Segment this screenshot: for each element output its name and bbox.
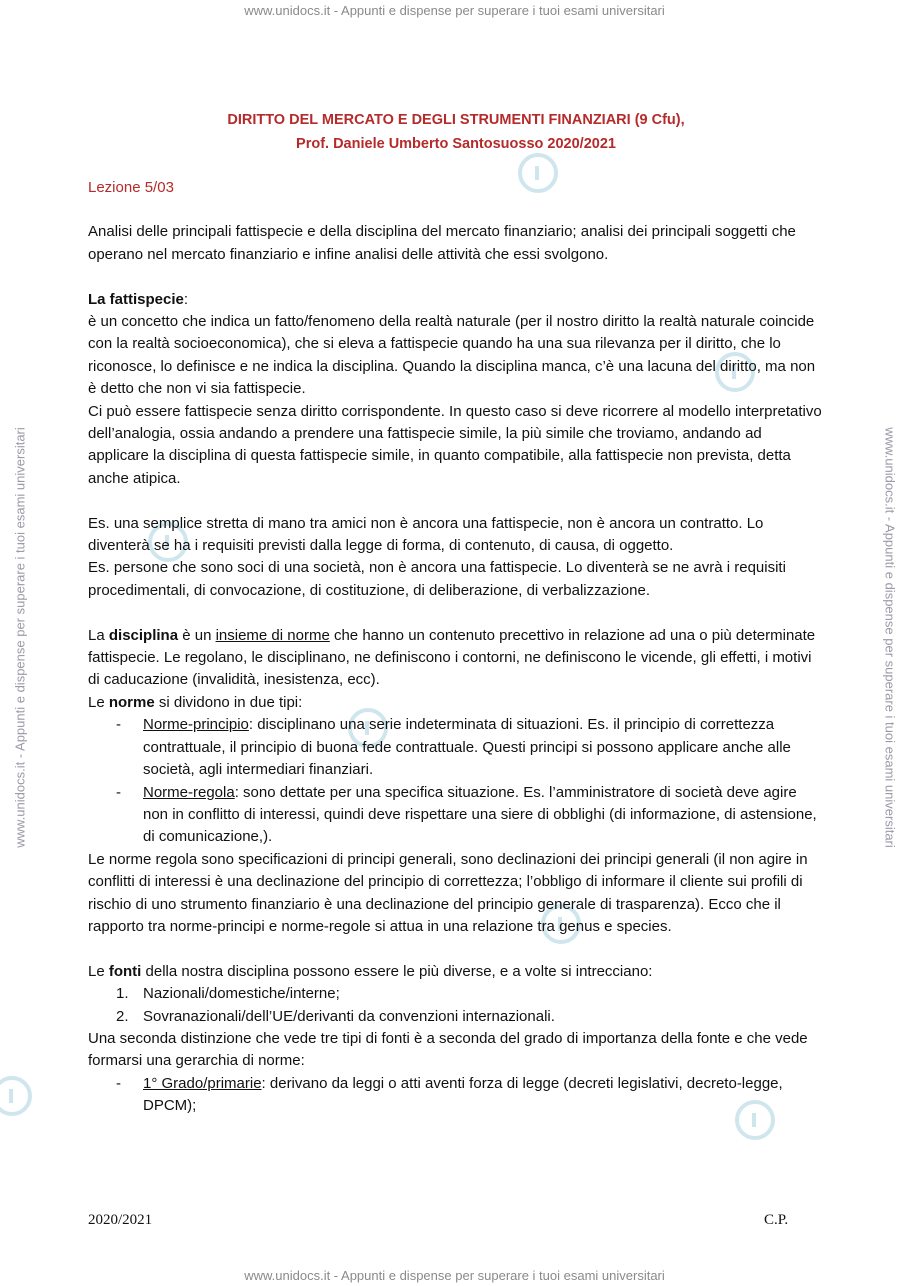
list-item (88, 782, 824, 849)
document-page (88, 108, 824, 1118)
disciplina-underlined: insieme di norme (215, 626, 330, 644)
fonti-intro (88, 961, 824, 983)
list-term: 1° Grado/primarie (143, 1074, 262, 1092)
spacer (88, 199, 824, 221)
right-side-watermark: www.unidocs.it - Appunti e dispense per superare i tuoi esami universitari (882, 427, 898, 848)
list-text: Sovranazionali/dell’UE/derivanti da convenzioni internazionali. (143, 1007, 555, 1025)
disciplina-post: che hanno un contenuto precettivo in relazione ad una o più determinate fattispecie. Le regolano, le disciplinano, ne definiscono i contorni, ne definiscono le vicende, gli effetti, i motivi di caducazione (invalidità, inesistenza, ecc). (88, 626, 816, 689)
list-term: Norme-principio (143, 716, 249, 734)
norme-term: norme (108, 693, 155, 711)
fattispecie-heading (88, 289, 824, 311)
disciplina-paragraph (88, 625, 824, 692)
fattispecie-heading-colon: : (183, 290, 189, 308)
fattispecie-paragraph-2: Ci può essere fattispecie senza diritto corrispondente. In questo caso si deve ricorrere al modello interpretativo dell’analogia, ossia andando a prendere una fattispecie simile, la più simile che troviamo, andando ad applicare la disciplina di questa fattispecie simile, in quanto compatibile, alla fattispecie non prevista, detta anche atipica. (88, 402, 822, 487)
list-marker: - (116, 716, 121, 734)
list-item (88, 983, 824, 1005)
disciplina-mid: è un (178, 626, 216, 644)
list-item (88, 1073, 824, 1118)
left-side-watermark: www.unidocs.it - Appunti e dispense per superare i tuoi esami universitari (12, 427, 28, 848)
footer-initials: C.P. (764, 1212, 789, 1228)
spacer (88, 266, 824, 288)
fonti-post: della nostra disciplina possono essere le più diverse, e a volte si intrecciano: (141, 962, 653, 980)
title-line-course: DIRITTO DEL MERCATO E DEGLI STRUMENTI FINANZIARI (9 Cfu), (227, 112, 685, 128)
list-marker: 1. (116, 985, 129, 1003)
norme-intro (88, 692, 824, 714)
list-text: : disciplinano una serie indeterminata di situazioni. Es. il principio di correttezza contrattuale, il principio di buona fede contrattuale. Questi principi si possono applicare anche alle società, agli intermediari finanziari. (143, 716, 791, 779)
spacer (88, 602, 824, 624)
fattispecie-heading-text: La fattispecie (88, 290, 184, 308)
disciplina-pre: La (88, 626, 109, 644)
list-text: : sono dettate per una specifica situazione. Es. l’amministratore di società deve agire non in conflitto di interessi, quindi deve rispettare una siere di obblighi (di informazione, di astensione, di comunicazione,). (143, 783, 817, 846)
list-marker: - (116, 1074, 121, 1092)
fattispecie-paragraph-1: è un concetto che indica un fatto/fenomeno della realtà naturale (per il nostro diritto la realtà naturale coincide con la realtà socioeconomica), che si eleva a fattispecie quando ha una sua rilevanza per il diritto, che lo riconosce, lo definisce e ne indica la disciplina. Quando la disciplina manca, c’è una lacuna del diritto, ma non è detto che non vi sia fattispecie. (88, 313, 816, 398)
list-text: : derivano da leggi o atti aventi forza di legge (decreti legislativi, decreto-legge, DPCM); (143, 1074, 783, 1115)
intro-paragraph: Analisi delle principali fattispecie e della disciplina del mercato finanziario; analisi dei principali soggetti che operano nel mercato finanziario e infine analisi delle attività che essi svolgono. (88, 223, 796, 263)
list-term: Norme-regola (143, 783, 235, 801)
footer-year: 2020/2021 (88, 1212, 153, 1228)
list-marker: 2. (116, 1007, 129, 1025)
unidocs-logo-icon (0, 1076, 32, 1116)
norme-list (88, 714, 824, 848)
top-watermark: www.unidocs.it - Appunti e dispense per superare i tuoi esami universitari (244, 3, 665, 18)
list-item (88, 714, 824, 781)
document-title (88, 108, 824, 156)
gerarchia-paragraph: Una seconda distinzione che vede tre tipi di fonti è a seconda del grado di importanza della fonte e che vede formarsi una gerarchia di norme: (88, 1029, 808, 1070)
list-item (88, 1006, 824, 1028)
lesson-label: Lezione 5/03 (88, 179, 174, 196)
gradi-list (88, 1073, 824, 1118)
title-line-professor: Prof. Daniele Umberto Santosuosso 2020/2021 (296, 136, 616, 152)
norme-post: si dividono in due tipi: (154, 693, 303, 711)
list-marker: - (116, 783, 121, 801)
disciplina-term: disciplina (108, 626, 179, 644)
norme-pre: Le (88, 693, 109, 711)
fonti-list (88, 983, 824, 1028)
bottom-watermark: www.unidocs.it - Appunti e dispense per superare i tuoi esami universitari (244, 1268, 665, 1283)
list-text: Nazionali/domestiche/interne; (143, 985, 340, 1003)
fonti-term: fonti (108, 962, 142, 980)
spacer (88, 490, 824, 512)
norme-regola-paragraph: Le norme regola sono specificazioni di principi generali, sono declinazioni dei principi generali (il non agire in conflitti di interessi è una declinazione del principio di correttezza; l’obbligo di informare il cliente sui profili di rischio di uno strumento finanziario è una declinazione del principio generale di trasparenza). Ecco che il rapporto tra norme-principi e norme-regole si attua in una relazione tra genus e species. (88, 850, 808, 935)
spacer (88, 938, 824, 960)
example-paragraph-1: Es. una semplice stretta di mano tra amici non è ancora una fattispecie, non è ancora un contratto. Lo diventerà se ha i requisiti previsti dalla legge di forma, di contenuto, di causa, di oggetto. (88, 514, 764, 555)
example-paragraph-2: Es. persone che sono soci di una società, non è ancora una fattispecie. Lo diventerà se ne avrà i requisiti procedimentali, di convocazione, di costituzione, di deliberazione, di verbalizzazione. (88, 559, 786, 599)
fonti-pre: Le (88, 962, 109, 980)
